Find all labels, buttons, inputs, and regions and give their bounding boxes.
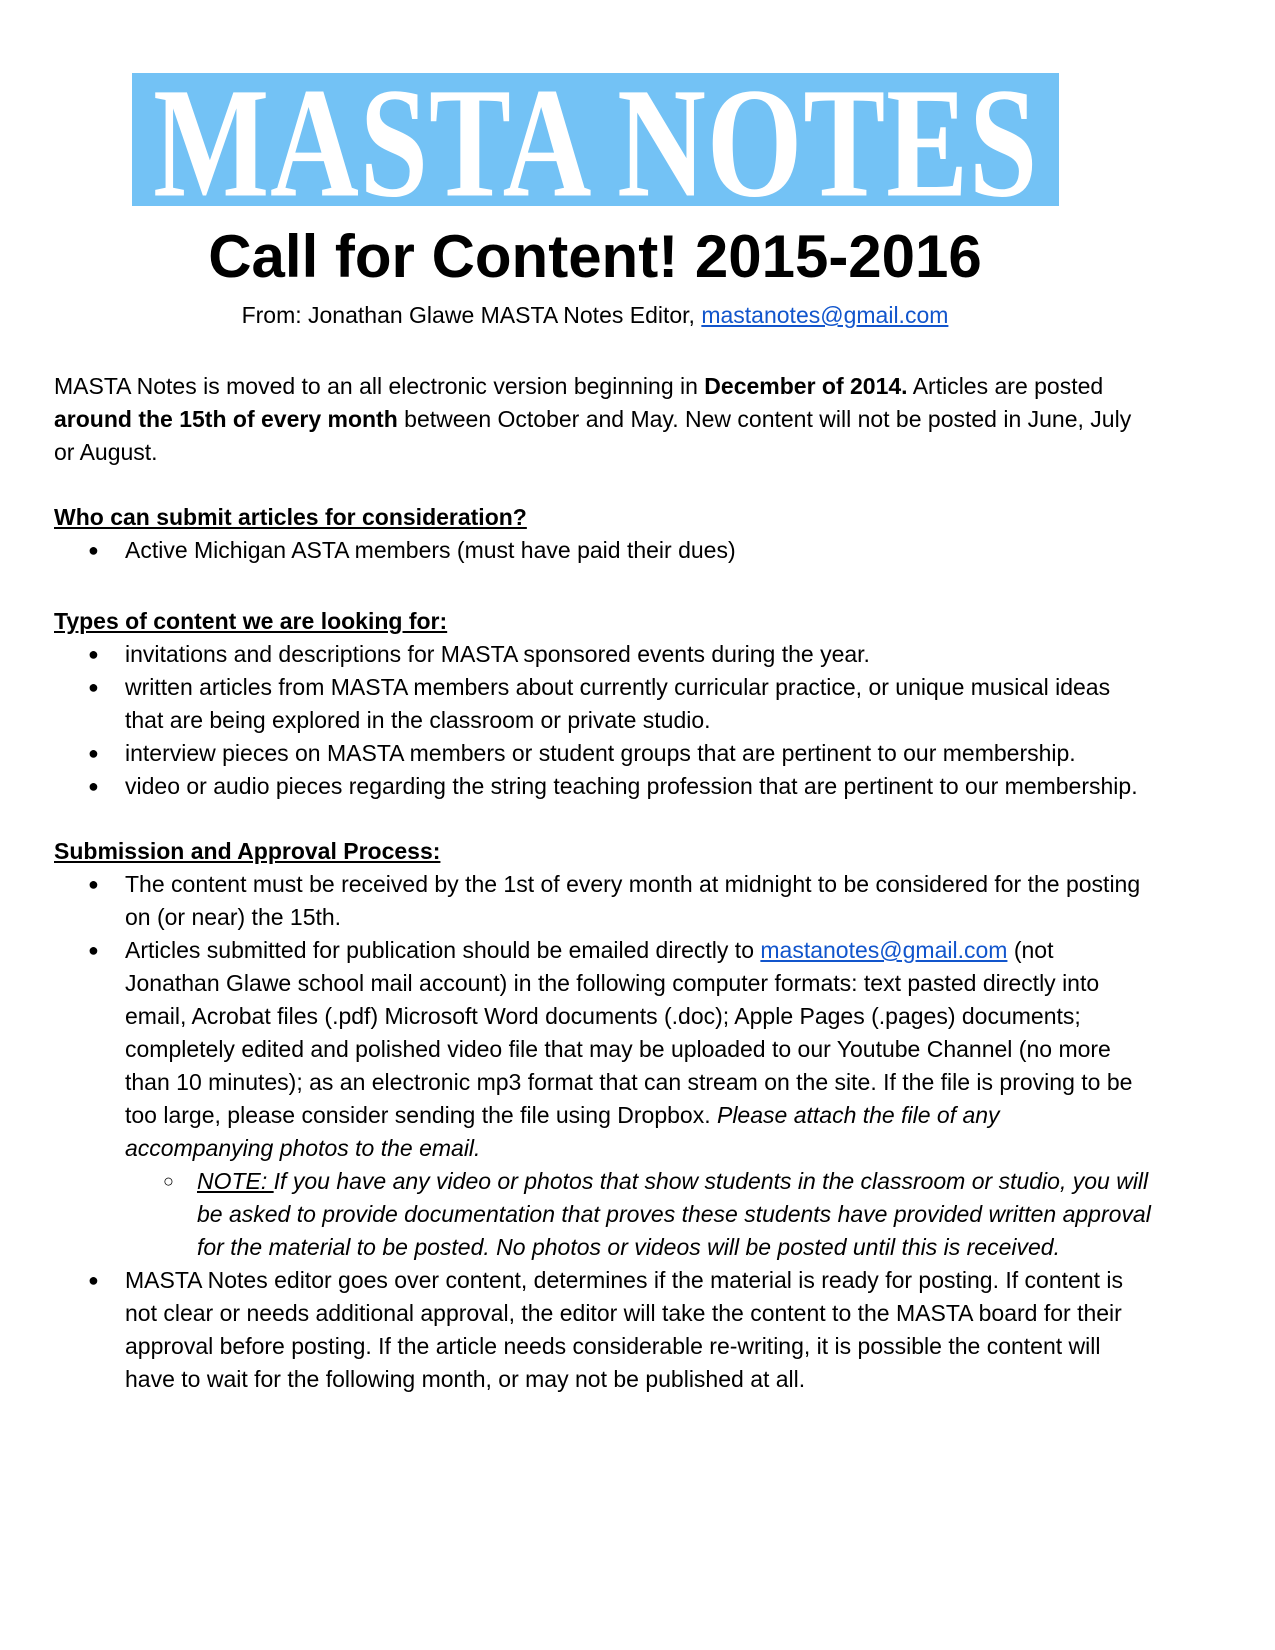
- bullet-icon: ●: [88, 743, 99, 763]
- from-label: From: Jonathan Glawe MASTA Notes Editor,: [241, 302, 702, 328]
- list-item: [54, 638, 1154, 671]
- intro-paragraph: [54, 370, 1154, 469]
- list-item: [54, 934, 1154, 1264]
- intro-text-2: Articles are posted: [907, 373, 1104, 399]
- note-text: If you have any video or photos that show students in the classroom or studio, you will be asked to provide documentation that proves these students have provided written approval for the material to be posted. No photos or videos will be posted until this is received.: [197, 1168, 1151, 1260]
- intro-text-1: MASTA Notes is moved to an all electronic version beginning in: [54, 373, 705, 399]
- list-item: [54, 868, 1154, 934]
- bullet-icon: ●: [88, 940, 99, 960]
- editor-email-link[interactable]: mastanotes@gmail.com: [701, 302, 949, 328]
- list-item: [54, 770, 1154, 803]
- note-label: NOTE:: [197, 1168, 274, 1194]
- bullet-icon: ●: [88, 540, 99, 560]
- banner-title: MASTA NOTES: [152, 73, 1039, 206]
- types-list: [54, 638, 1154, 803]
- submission-email-link[interactable]: mastanotes@gmail.com: [760, 937, 1008, 963]
- note-sublist: [125, 1165, 1154, 1264]
- list-item-text: MASTA Notes editor goes over content, determines if the material is ready for posting. If content is not clear or needs additional approval, the editor will take the content to the MASTA board for their approval before posting. If the article needs considerable re-writing, it is possible the content will have to wait for the following month, or may not be published at all.: [125, 1267, 1123, 1392]
- bullet-icon: ●: [88, 1270, 99, 1290]
- list-item-text: Active Michigan ASTA members (must have paid their dues): [125, 537, 736, 563]
- from-line: [0, 302, 1190, 329]
- section-heading-submission: Submission and Approval Process:: [54, 838, 441, 864]
- submission-list: [54, 868, 1154, 1396]
- section-heading-types: Types of content we are looking for:: [54, 608, 448, 634]
- list-item: [54, 671, 1154, 737]
- intro-bold-date: December of 2014.: [704, 373, 908, 399]
- list-item: [54, 737, 1154, 770]
- bullet-icon: ●: [88, 776, 99, 796]
- masta-notes-banner: [132, 73, 1059, 206]
- list-item: [54, 534, 1154, 567]
- attach-photos-note: Please attach the file of any accompanying photos to the email.: [125, 1102, 1000, 1161]
- list-item: [54, 1264, 1154, 1396]
- list-item-text: video or audio pieces regarding the string teaching profession that are pertinent to our membership.: [125, 773, 1138, 799]
- section-heading-who: Who can submit articles for consideration?: [54, 504, 527, 530]
- list-item-text: invitations and descriptions for MASTA sponsored events during the year.: [125, 641, 870, 667]
- bullet-icon: ●: [88, 644, 99, 664]
- list-item-text: Articles submitted for publication should be emailed directly to: [125, 937, 761, 963]
- who-list: [54, 534, 1154, 567]
- list-item-text: interview pieces on MASTA members or student groups that are pertinent to our membership.: [125, 740, 1076, 766]
- bullet-icon: ●: [88, 677, 99, 697]
- list-item-text: The content must be received by the 1st of every month at midnight to be considered for the posting on (or near) the 15th.: [125, 871, 1141, 930]
- bullet-icon: ●: [88, 874, 99, 894]
- list-item-text: written articles from MASTA members about currently curricular practice, or unique musical ideas that are being explored in the classroom or private studio.: [125, 674, 1111, 733]
- list-item-text: (not Jonathan Glawe school mail account) in the following computer formats: text pasted directly into email, Acrobat files (.pdf) Microsoft Word documents (.doc); Apple Pages (.pages) documents; completely edited and polished video file that may be uploaded to our Youtube Channel (no more than 10 minutes); as an electronic mp3 format that can stream on the site. If the file is proving to be too large, please consider sending the file using Dropbox.: [125, 937, 1133, 1128]
- note-item: [125, 1165, 1154, 1264]
- intro-bold-schedule: around the 15th of every month: [54, 406, 398, 432]
- intro-text-3: between October and May. New content will not be posted in June, July or August.: [54, 406, 1132, 465]
- document-body: [54, 370, 1154, 1396]
- page-title: Call for Content! 2015-2016: [208, 223, 982, 290]
- sub-bullet-icon: ○: [163, 1171, 174, 1191]
